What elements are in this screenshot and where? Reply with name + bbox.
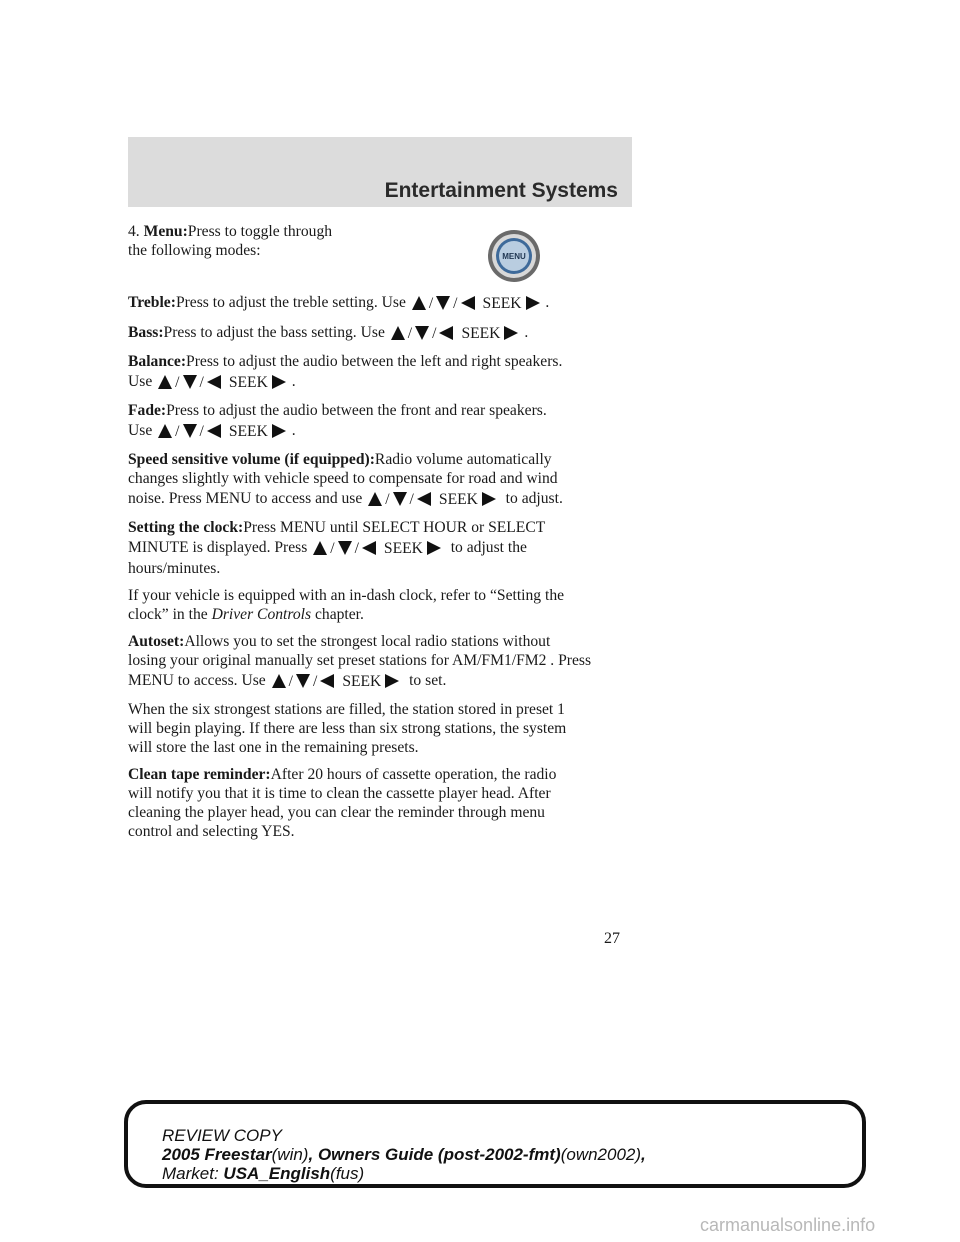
down-arrow-icon [336,539,354,557]
control-sequence: / / SEEK [311,537,443,559]
control-sequence: / / SEEK [156,420,288,442]
right-arrow-icon [524,294,542,312]
up-arrow-icon [366,490,384,508]
left-arrow-icon [459,294,477,312]
control-sequence: / / SEEK [366,488,498,510]
bass-paragraph: Bass:Press to adjust the bass setting. Use / / SEEK . [128,322,632,344]
left-arrow-icon [205,422,223,440]
review-copy-text: REVIEW COPY 2005 Freestar(win), Owners Guide (post-2002-fmt)(own2002), Market: USA_English(fus) [162,1126,646,1183]
clean-tape-paragraph: Clean tape reminder:After 20 hours of cassette operation, the radio will notify you that it is time to clean the cassette player head. After cleaning the player head, you can clear the reminder through menu control and selecting YES. [128,766,557,840]
up-arrow-icon [156,373,174,391]
balance-paragraph: Balance:Press to adjust the audio between the left and right speakers. Use / / SEEK . [128,352,632,393]
right-arrow-icon [270,373,288,391]
indash-clock-paragraph: If your vehicle is equipped with an in-dash clock, refer to “Setting the clock” in the Driver Controls chapter. [128,587,565,623]
page-body [128,222,632,849]
down-arrow-icon [181,373,199,391]
left-arrow-icon [205,373,223,391]
right-arrow-icon [425,539,443,557]
treble-paragraph: Treble:Press to adjust the treble setting. Use / / SEEK . [128,292,632,314]
left-arrow-icon [415,490,433,508]
menu-intro: 4. Menu:Press to toggle through the following modes: [128,223,333,259]
right-arrow-icon [383,672,401,690]
left-arrow-icon [318,672,336,690]
right-arrow-icon [270,422,288,440]
menu-button-label: MENU [499,241,529,271]
fade-paragraph: Fade:Press to adjust the audio between the front and rear speakers. Use / / SEEK . [128,401,632,442]
autoset-paragraph: Autoset:Allows you to set the strongest local radio stations without losing your original manually set preset stations for AM/FM1/FM2 . Press MENU to access. Use / / SEEK to set. [128,632,632,692]
up-arrow-icon [389,324,407,342]
down-arrow-icon [391,490,409,508]
section-title: Entertainment Systems [384,179,618,202]
right-arrow-icon [480,490,498,508]
strongest-stations-paragraph: When the six strongest stations are filled, the station stored in preset 1 will begin playing. If there are less than six strong stations, the system will store the last one in the remaining presets. [128,701,567,756]
page-number: 27 [604,930,620,947]
up-arrow-icon [156,422,174,440]
right-arrow-icon [502,324,520,342]
down-arrow-icon [413,324,431,342]
control-sequence: / / SEEK [156,371,288,393]
control-sequence: / / SEEK [270,670,402,692]
down-arrow-icon [294,672,312,690]
watermark: carmanualsonline.info [700,1215,876,1235]
up-arrow-icon [270,672,288,690]
speed-volume-paragraph: Speed sensitive volume (if equipped):Radio volume automatically changes slightly with vehicle speed to compensate for road and wind noise. Press MENU to access and use / / SEEK to adjust. [128,450,632,510]
up-arrow-icon [410,294,428,312]
section-header [128,137,632,207]
control-sequence: / / SEEK [389,322,521,344]
clock-paragraph: Setting the clock:Press MENU until SELECT HOUR or SELECT MINUTE is displayed. Press / / SEEK to adjust the hours/minutes. [128,519,546,577]
down-arrow-icon [181,422,199,440]
down-arrow-icon [434,294,452,312]
control-sequence: / / SEEK [410,292,542,314]
up-arrow-icon [311,539,329,557]
left-arrow-icon [360,539,378,557]
left-arrow-icon [437,324,455,342]
